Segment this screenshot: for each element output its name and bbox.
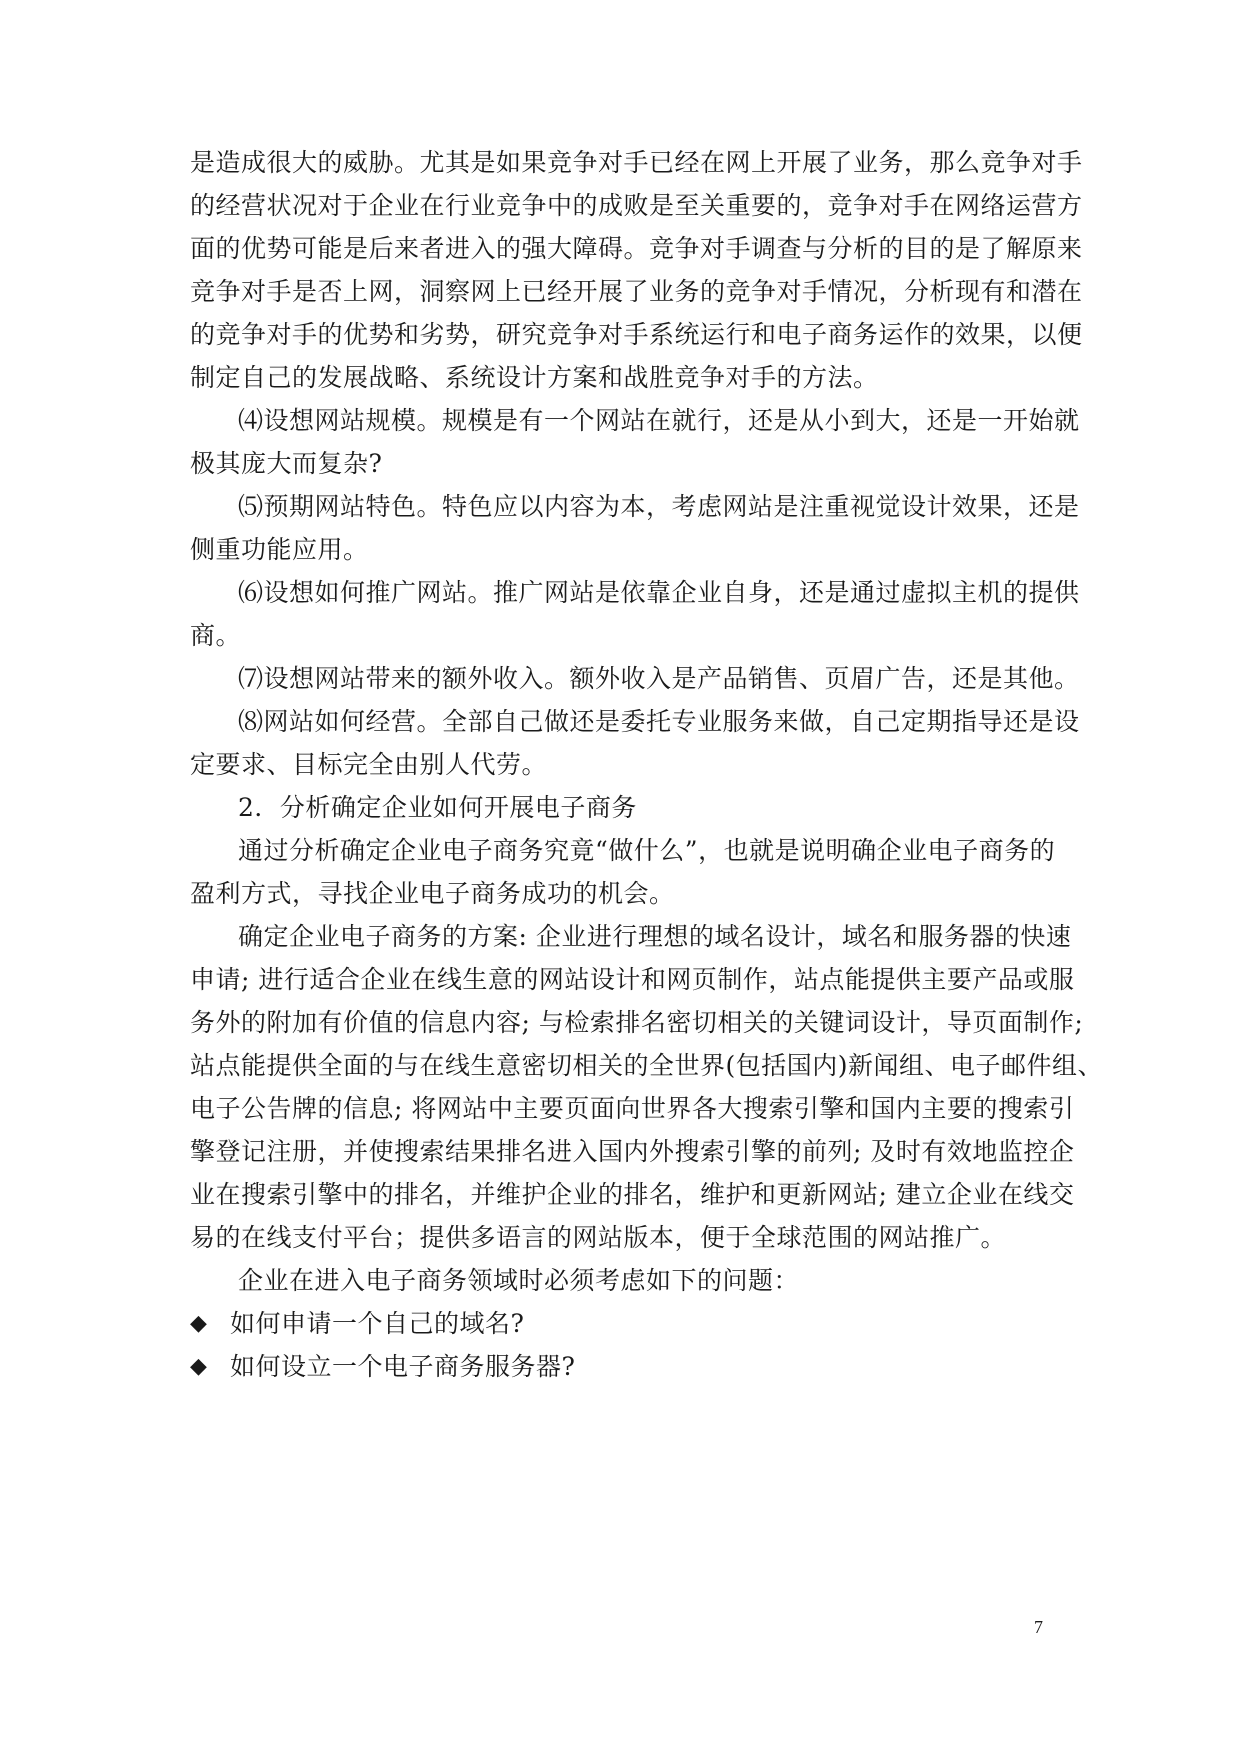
paragraph-line: 电子公告牌的信息; 将网站中主要页面向世界各大搜索引擎和国内主要的搜索引 (190, 1094, 1075, 1123)
paragraph-line: 易的在线支付平台；提供多语言的网站版本，便于全球范围的网站推广。 (190, 1223, 1007, 1252)
paragraph-line: 是造成很大的威胁。尤其是如果竞争对手已经在网上开展了业务，那么竞争对手 (190, 148, 1083, 177)
list-item-7: ⑺设想网站带来的额外收入。额外收入是产品销售、页眉广告，还是其他。 (238, 664, 1080, 693)
paragraph-line: 擎登记注册，并使搜索结果排名进入国内外搜索引擎的前列; 及时有效地监控企 (190, 1137, 1075, 1166)
list-item-6: ⑹设想如何推广网站。推广网站是依靠企业自身，还是通过虚拟主机的提供 (238, 578, 1080, 607)
page-number: 7 (1034, 1617, 1043, 1637)
paragraph-line: 面的优势可能是后来者进入的强大障碍。竞争对手调查与分析的目的是了解原来 (190, 234, 1083, 263)
list-item-5-cont: 侧重功能应用。 (190, 535, 369, 564)
diamond-bullet-icon: ◆ (190, 1311, 207, 1336)
questions-intro: 企业在进入电子商务领域时必须考虑如下的问题： (238, 1266, 800, 1295)
list-item-4: ⑷设想网站规模。规模是有一个网站在就行，还是从小到大，还是一开始就 (238, 406, 1080, 435)
paragraph-line: 制定自己的发展战略、系统设计方案和战胜竞争对手的方法。 (190, 363, 879, 392)
paragraph-line: 竞争对手是否上网，洞察网上已经开展了业务的竞争对手情况，分析现有和潜在 (190, 277, 1083, 306)
list-item-5: ⑸预期网站特色。特色应以内容为本，考虑网站是注重视觉设计效果，还是 (238, 492, 1080, 521)
list-item-6-cont: 商。 (190, 621, 242, 650)
list-item-4-cont: 极其庞大而复杂? (190, 449, 383, 478)
diamond-bullet-icon: ◆ (190, 1354, 207, 1379)
paragraph-line: 务外的附加有价值的信息内容; 与检索排名密切相关的关键词设计，导页面制作; (190, 1008, 1084, 1037)
bullet-item (190, 1304, 1052, 1344)
paragraph-line: 盈利方式，寻找企业电子商务成功的机会。 (190, 879, 675, 908)
bullet-item-text: 如何申请一个自己的域名? (230, 1309, 525, 1338)
paragraph-line: 通过分析确定企业电子商务究竟“做什么”，也就是说明确企业电子商务的 (238, 836, 1056, 865)
paragraph-line: 的竞争对手的优势和劣势，研究竞争对手系统运行和电子商务运作的效果，以便 (190, 320, 1083, 349)
paragraph-line: 站点能提供全面的与在线生意密切相关的全世界(包括国内)新闻组、电子邮件组、 (190, 1051, 1104, 1080)
list-item-8: ⑻网站如何经营。全部自己做还是委托专业服务来做，自己定期指导还是设 (238, 707, 1080, 736)
paragraph-line: 申请; 进行适合企业在线生意的网站设计和网页制作，站点能提供主要产品或服 (190, 965, 1075, 994)
bullet-item (190, 1347, 1052, 1387)
bullet-item-text: 如何设立一个电子商务服务器? (230, 1352, 576, 1381)
paragraph-line: 确定企业电子商务的方案: 企业进行理想的域名设计，域名和服务器的快速 (238, 922, 1072, 951)
paragraph-line: 的经营状况对于企业在行业竞争中的成败是至关重要的，竞争对手在网络运营方 (190, 191, 1083, 220)
paragraph-line: 业在搜索引擎中的排名，并维护企业的排名，维护和更新网站; 建立企业在线交 (190, 1180, 1075, 1209)
section-heading: 2．分析确定企业如何开展电子商务 (238, 793, 637, 822)
list-item-8-cont: 定要求、目标完全由别人代劳。 (190, 750, 548, 779)
